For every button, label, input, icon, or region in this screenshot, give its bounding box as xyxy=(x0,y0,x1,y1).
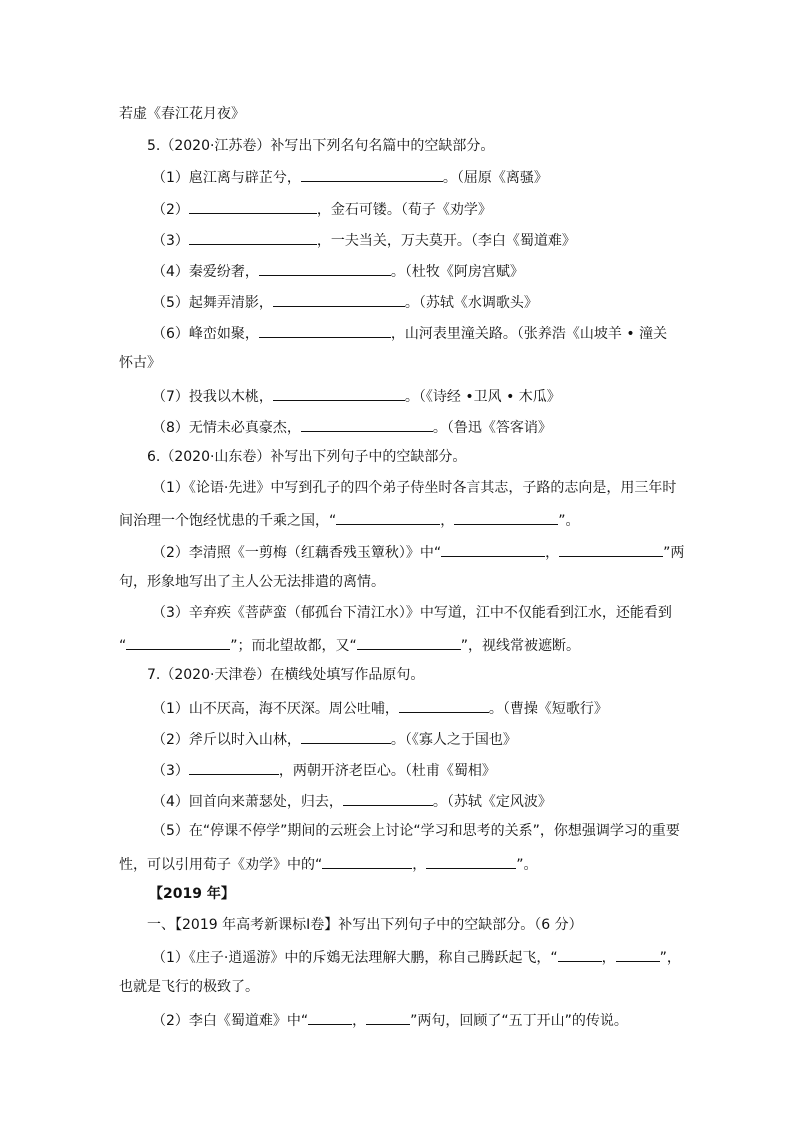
blank-line[interactable] xyxy=(126,634,230,650)
q7-item-1: （1）山不厌高，海不厌深。周公吐哺， 。（曹操《短歌行》 xyxy=(152,697,608,719)
q5-item-5: （5）起舞弄清影， 。（苏轼《水调歌头》 xyxy=(152,291,538,313)
blank-line[interactable] xyxy=(189,759,279,775)
q7-item-5-cont: 性，可以引用荀子《劝学》中的“ ， ”。 xyxy=(119,853,538,875)
blank-line[interactable] xyxy=(558,946,602,962)
q5-item-3: （3） ，一夫当关，万夫莫开。（李白《蜀道难》 xyxy=(152,229,576,251)
q6-item-2: （2）李清照《一剪梅（红藕香残玉簟秋）》中“ ， ”两 xyxy=(152,541,684,563)
q5-item-6-cont: 怀古》 xyxy=(119,355,161,371)
question-7-heading: 7.（2020·天津卷）在横线处填写作品原句。 xyxy=(147,667,425,683)
q6-item-1-cont: 间治理一个饱经忧患的千乘之国，“ ， ”。 xyxy=(119,509,580,531)
q7-item-3: （3） ，两朝开济老臣心。（杜甫《蜀相》 xyxy=(152,759,496,781)
q7-item-5: （5）在“停课不停学”期间的云班会上讨论“学习和思考的关系”，你想强调学习的重要 xyxy=(152,823,680,839)
blank-line[interactable] xyxy=(189,198,317,214)
blank-line[interactable] xyxy=(616,946,660,962)
text-line: 若虚《春江花月夜》 xyxy=(119,106,245,122)
blank-line[interactable] xyxy=(366,1009,410,1025)
blank-line[interactable] xyxy=(259,322,391,338)
q5-item-8: （8）无情未必真豪杰， 。（鲁迅《答客诮》 xyxy=(152,416,552,438)
question-5-heading: 5.（2020·江苏卷）补写出下列名句名篇中的空缺部分。 xyxy=(147,138,495,154)
blank-line[interactable] xyxy=(301,166,443,182)
section-1-heading: 一、【2019 年高考新课标Ⅰ卷】补写出下列句子中的空缺部分。（6 分） xyxy=(147,917,583,933)
blank-line[interactable] xyxy=(559,541,663,557)
q6-item-2-cont: 句，形象地写出了主人公无法排遣的离情。 xyxy=(119,574,385,590)
q6-item-3-cont: “ ”；而北望故都，又“ ”，视线常被遮断。 xyxy=(119,634,580,656)
blank-line[interactable] xyxy=(189,229,317,245)
q5-item-2: （2） ，金石可镂。（荀子《劝学》 xyxy=(152,198,492,220)
blank-line[interactable] xyxy=(426,853,516,869)
blank-line[interactable] xyxy=(454,509,558,525)
q7-item-4: （4）回首向来萧瑟处，归去， 。（苏轼《定风波》 xyxy=(152,790,552,812)
s1-item-2: （2）李白《蜀道难》中“ ， ”两句，回顾了“五丁开山”的传说。 xyxy=(152,1009,628,1031)
q5-item-4: （4）秦爱纷奢， 。（杜牧《阿房宫赋》 xyxy=(152,260,524,282)
q5-item-1: （1）扈江离与辟芷兮， 。（屈原《离骚》 xyxy=(152,166,548,188)
section-heading-2019: 【2019 年】 xyxy=(149,886,235,902)
q5-item-6: （6）峰峦如聚， ，山河表里潼关路。（张养浩《山坡羊 • 潼关 xyxy=(152,322,667,344)
question-6-heading: 6.（2020·山东卷）补写出下列句子中的空缺部分。 xyxy=(147,449,467,465)
blank-line[interactable] xyxy=(343,790,433,806)
blank-line[interactable] xyxy=(273,385,405,401)
q6-item-3: （3）辛弃疾《菩萨蛮（郁孤台下清江水）》中写道，江中不仅能看到江水，还能看到 xyxy=(152,605,672,621)
blank-line[interactable] xyxy=(399,697,489,713)
s1-item-1: （1）《庄子·逍遥游》中的斥鴳无法理解大鹏，称自己腾跃起飞，“ ， ”， xyxy=(152,946,681,968)
blank-line[interactable] xyxy=(357,634,461,650)
blank-line[interactable] xyxy=(301,416,433,432)
s1-item-1-cont: 也就是飞行的极致了。 xyxy=(119,979,259,995)
blank-line[interactable] xyxy=(301,728,391,744)
blank-line[interactable] xyxy=(273,291,405,307)
blank-line[interactable] xyxy=(441,541,545,557)
blank-line[interactable] xyxy=(322,853,412,869)
blank-line[interactable] xyxy=(259,260,391,276)
q5-item-7: （7）投我以木桃， 。（《诗经 •卫风 • 木瓜》 xyxy=(152,385,561,407)
q6-item-1: （1）《论语·先进》中写到孔子的四个弟子侍坐时各言其志，子路的志向是，用三年时 xyxy=(152,480,677,496)
q7-item-2: （2）斧斤以时入山林， 。（《寡人之于国也》 xyxy=(152,728,517,750)
blank-line[interactable] xyxy=(336,509,440,525)
blank-line[interactable] xyxy=(308,1009,352,1025)
